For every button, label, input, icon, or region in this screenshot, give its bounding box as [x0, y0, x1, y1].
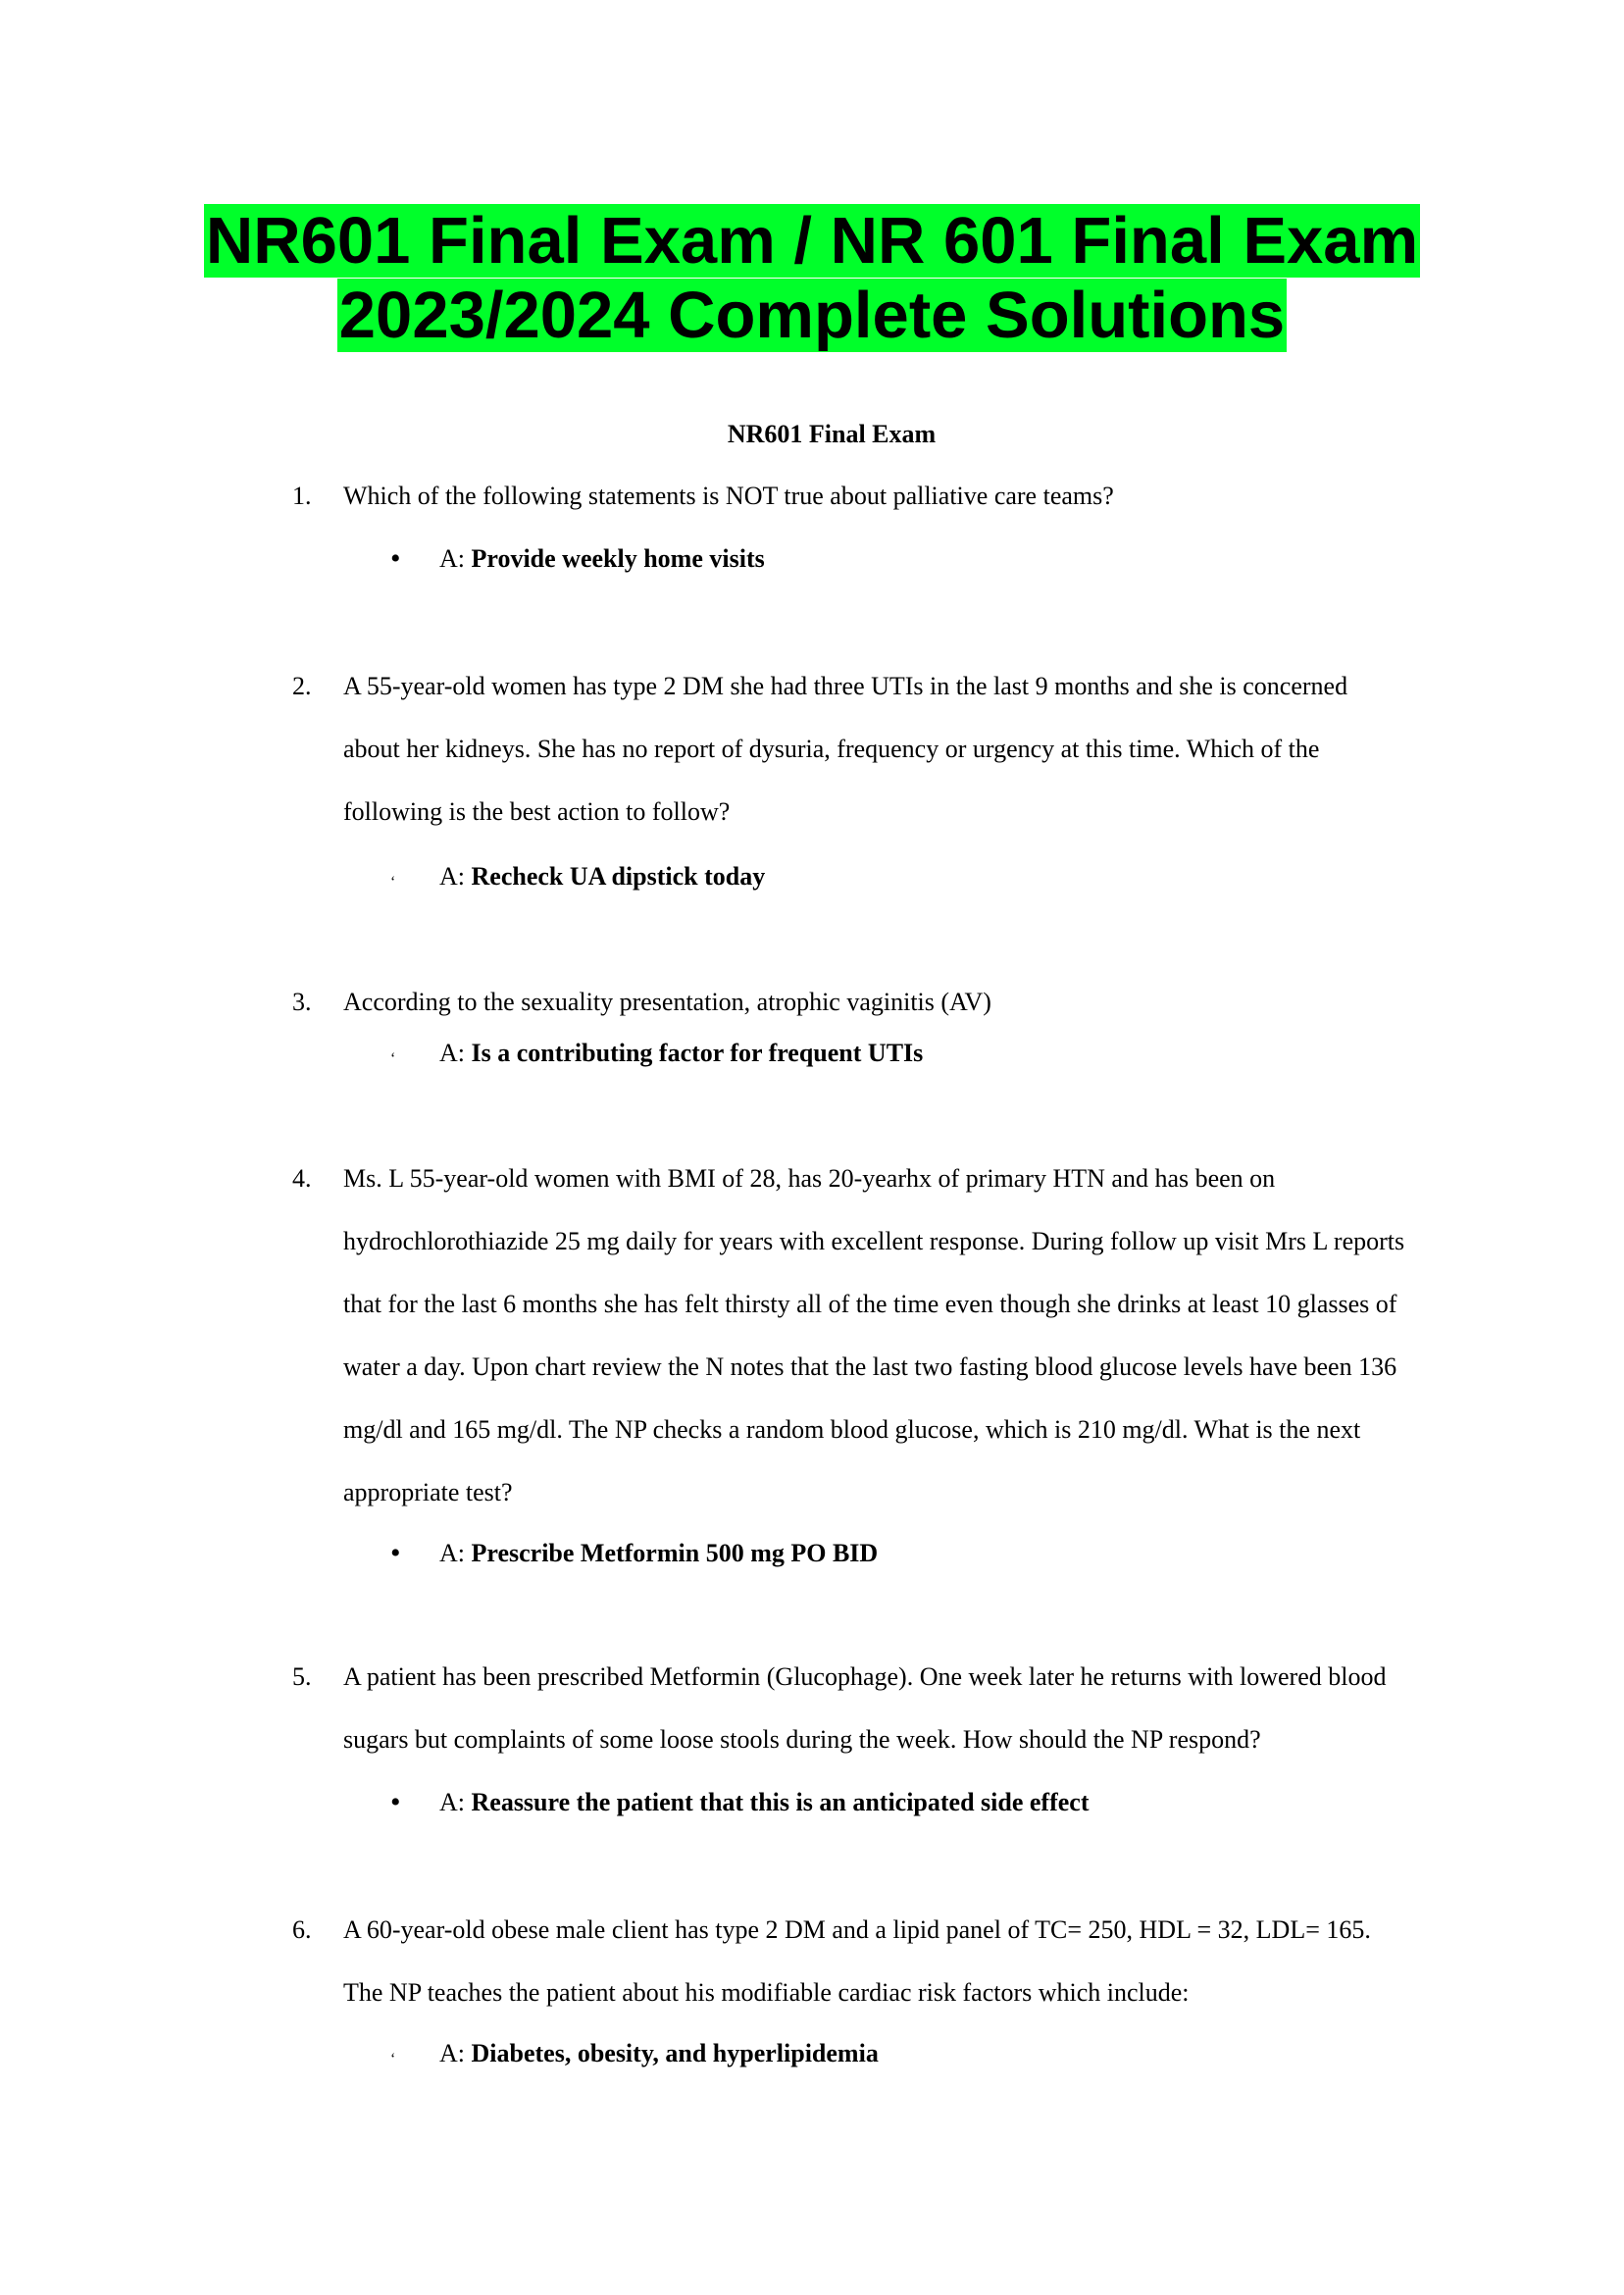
bullet-icon: ʻ [390, 2051, 396, 2067]
bullet-icon: • [390, 542, 401, 575]
answer-text: Provide weekly home visits [471, 544, 765, 573]
answer-2 [390, 857, 1469, 896]
question-text: Which of the following statements is NOT true about palliative care teams? [343, 482, 1114, 510]
title-line-2: 2023/2024 Complete Solutions [338, 278, 1286, 352]
bullet-icon: ʻ [390, 1050, 396, 1067]
section-heading: NR601 Final Exam [727, 420, 937, 448]
question-number: 3. [292, 988, 312, 1016]
question-3 [292, 971, 1410, 1034]
question-text: According to the sexuality presentation, atrophic vaginitis (AV) [343, 988, 991, 1016]
answer-prefix: A: [439, 544, 465, 573]
answer-1 [390, 539, 1469, 579]
question-1 [292, 465, 1410, 528]
question-2 [292, 655, 1410, 843]
question-number: 2. [292, 672, 312, 700]
answer-4 [390, 1534, 1469, 1573]
answer-6 [390, 2034, 1469, 2073]
document-title [0, 204, 1624, 352]
answer-prefix: A: [439, 2039, 465, 2067]
bullet-icon: ʻ [390, 874, 396, 891]
answer-text: Recheck UA dipstick today [471, 862, 766, 891]
question-text: Ms. L 55-year-old women with BMI of 28, has 20-yearhx of primary HTN and has been on hydrochlorothiazide 25 mg daily for years with excellent response. During follow up visit Mrs L reports that for the last 6 months she has felt thirsty all of the time even though she drinks at least 10 glasses of water a day. Upon chart review the N notes that the last two fasting blood glucose levels have been 136 mg/dl and 165 mg/dl. The NP checks a random blood glucose, which is 210 mg/dl. What is the next appropriate test? [343, 1164, 1405, 1506]
answer-text: Diabetes, obesity, and hyperlipidemia [471, 2039, 879, 2067]
question-number: 4. [292, 1164, 312, 1193]
question-text: A 55-year-old women has type 2 DM she had three UTIs in the last 9 months and she is concerned about her kidneys. She has no report of dysuria, frequency or urgency at this time. Which of the following is the best action to follow? [343, 672, 1348, 826]
question-text: A patient has been prescribed Metformin (Glucophage). One week later he returns with lowered blood sugars but complaints of some loose stools during the week. How should the NP respond? [343, 1662, 1387, 1754]
bullet-icon: • [390, 1537, 401, 1569]
answer-prefix: A: [439, 1539, 465, 1567]
answer-3 [390, 1034, 1469, 1073]
question-4 [292, 1148, 1410, 1524]
answer-prefix: A: [439, 862, 465, 891]
question-5 [292, 1646, 1410, 1771]
question-6 [292, 1899, 1410, 2024]
question-number: 5. [292, 1662, 312, 1691]
question-number: 6. [292, 1915, 312, 1944]
answer-prefix: A: [439, 1788, 465, 1816]
answer-5 [390, 1783, 1469, 1822]
answer-text: Is a contributing factor for frequent UTIs [471, 1039, 924, 1067]
question-number: 1. [292, 482, 312, 510]
answer-prefix: A: [439, 1039, 465, 1067]
answer-text: Prescribe Metformin 500 mg PO BID [471, 1539, 879, 1567]
question-text: A 60-year-old obese male client has type 2 DM and a lipid panel of TC= 250, HDL = 32, LDL= 165. The NP teaches the patient about his modifiable cardiac risk factors which include: [343, 1915, 1371, 2007]
bullet-icon: • [390, 1786, 401, 1818]
title-line-1: NR601 Final Exam / NR 601 Final Exam [205, 204, 1419, 278]
answer-text: Reassure the patient that this is an anticipated side effect [471, 1788, 1090, 1816]
